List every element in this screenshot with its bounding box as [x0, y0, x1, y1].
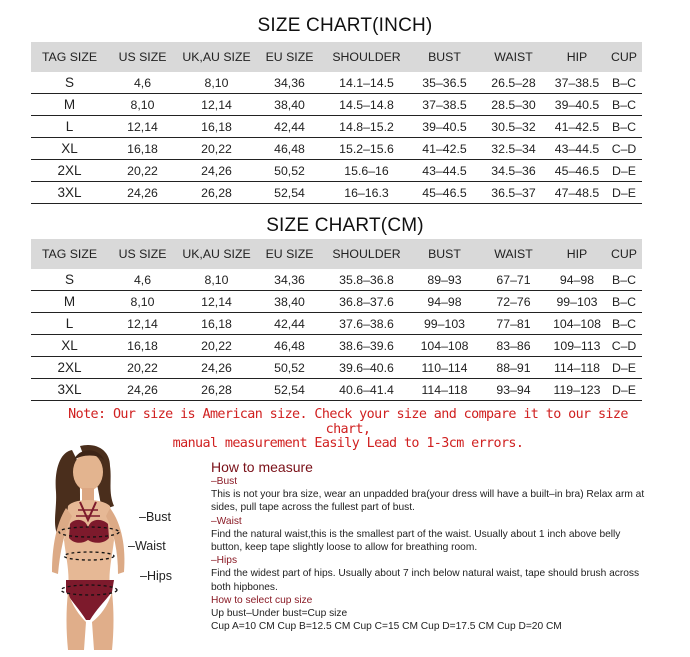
table-cell: 15.2–15.6 — [323, 138, 410, 160]
column-header: EU SIZE — [256, 42, 323, 72]
table-cell: 8,10 — [108, 94, 177, 116]
table-cell: 8,10 — [177, 72, 256, 94]
table-cell: 45–46.5 — [548, 160, 606, 182]
table-cell: 47–48.5 — [548, 182, 606, 204]
table-cell: 41–42.5 — [410, 138, 479, 160]
table-cell: 110–114 — [410, 357, 479, 379]
table-cell: 83–86 — [479, 335, 548, 357]
table-cell: 104–108 — [548, 313, 606, 335]
table-cell: 77–81 — [479, 313, 548, 335]
tag-size-cell: M — [31, 291, 108, 313]
table-row — [31, 94, 642, 116]
cm-chart-title: SIZE CHART(CM) — [266, 215, 424, 236]
table-row — [31, 379, 642, 401]
table-cell: 16,18 — [108, 335, 177, 357]
inch-size-table — [31, 42, 642, 204]
table-cell: 52,54 — [256, 379, 323, 401]
table-cell: 32.5–34 — [479, 138, 548, 160]
cup-formula: Up bust–Under bust=Cup size — [211, 608, 348, 620]
table-cell: 8,10 — [177, 269, 256, 291]
table-cell: 12,14 — [108, 313, 177, 335]
table-cell: 39.6–40.6 — [323, 357, 410, 379]
cup-heading: How to select cup size — [211, 594, 313, 606]
table-cell: 34,36 — [256, 269, 323, 291]
table-cell: B–C — [606, 313, 642, 335]
table-cell: 34.5–36 — [479, 160, 548, 182]
table-row — [31, 182, 642, 204]
table-cell: 20,22 — [108, 160, 177, 182]
size-note-line2: manual measurement Easily Lead to 1-3cm errors. — [172, 436, 524, 451]
tag-size-cell: M — [31, 94, 108, 116]
table-cell: D–E — [606, 357, 642, 379]
table-cell: 40.6–41.4 — [323, 379, 410, 401]
inch-chart-title: SIZE CHART(INCH) — [257, 15, 433, 36]
table-cell: D–E — [606, 379, 642, 401]
table-cell: D–E — [606, 160, 642, 182]
hips-heading: –Hips — [211, 555, 238, 567]
table-cell: 14.8–15.2 — [323, 116, 410, 138]
bust-text: This is not your bra size, wear an unpadded bra(your dress will have a built–in bra) Relax arm at sides, pull tape across the fullest part of bust. — [211, 489, 645, 514]
table-cell: 38,40 — [256, 94, 323, 116]
table-cell: B–C — [606, 116, 642, 138]
table-cell: 14.5–14.8 — [323, 94, 410, 116]
hips-label: –Hips — [140, 569, 172, 583]
table-cell: 39–40.5 — [548, 94, 606, 116]
bust-heading: –Bust — [211, 476, 238, 487]
table-cell: 26.5–28 — [479, 72, 548, 94]
table-row — [31, 160, 642, 182]
table-cell: 20,22 — [177, 138, 256, 160]
column-header: HIP — [548, 239, 606, 269]
table-cell: 119–123 — [548, 379, 606, 401]
column-header: UK,AU SIZE — [177, 42, 256, 72]
table-cell: 4,6 — [108, 269, 177, 291]
how-to-measure-section — [211, 459, 651, 633]
column-header: UK,AU SIZE — [177, 239, 256, 269]
table-cell: 12,14 — [177, 94, 256, 116]
column-header: WAIST — [479, 239, 548, 269]
table-cell: 16,18 — [177, 116, 256, 138]
table-cell: 89–93 — [410, 269, 479, 291]
table-cell: 35–36.5 — [410, 72, 479, 94]
table-cell: 45–46.5 — [410, 182, 479, 204]
table-cell: 16,18 — [177, 313, 256, 335]
bust-label: –Bust — [139, 510, 171, 524]
tag-size-cell: 3XL — [31, 379, 108, 401]
column-header: TAG SIZE — [31, 42, 108, 72]
how-to-measure-title: How to measure — [211, 459, 313, 475]
column-header: US SIZE — [108, 239, 177, 269]
table-cell: 20,22 — [108, 357, 177, 379]
tag-size-cell: S — [31, 72, 108, 94]
table-header-row — [31, 239, 642, 269]
table-cell: 94–98 — [410, 291, 479, 313]
table-cell: 37–38.5 — [410, 94, 479, 116]
table-row — [31, 72, 642, 94]
cup-values: Cup A=10 CM Cup B=12.5 CM Cup C=15 CM Cup D=17.5 CM Cup D=20 CM — [211, 621, 562, 633]
table-cell: 15.6–16 — [323, 160, 410, 182]
table-cell: 24,26 — [177, 357, 256, 379]
table-row — [31, 313, 642, 335]
cm-size-table — [31, 239, 642, 401]
table-cell: B–C — [606, 72, 642, 94]
table-cell: 99–103 — [410, 313, 479, 335]
table-cell: 99–103 — [548, 291, 606, 313]
table-cell: 94–98 — [548, 269, 606, 291]
tag-size-cell: 3XL — [31, 182, 108, 204]
table-cell: C–D — [606, 335, 642, 357]
table-cell: 28.5–30 — [479, 94, 548, 116]
column-header: EU SIZE — [256, 239, 323, 269]
tag-size-cell: 2XL — [31, 160, 108, 182]
column-header: HIP — [548, 42, 606, 72]
table-cell: 67–71 — [479, 269, 548, 291]
column-header: BUST — [410, 239, 479, 269]
table-cell: 114–118 — [548, 357, 606, 379]
table-cell: 38,40 — [256, 291, 323, 313]
table-cell: 46,48 — [256, 335, 323, 357]
table-cell: 38.6–39.6 — [323, 335, 410, 357]
table-row — [31, 357, 642, 379]
column-header: SHOULDER — [323, 42, 410, 72]
table-cell: 34,36 — [256, 72, 323, 94]
table-cell: 4,6 — [108, 72, 177, 94]
table-cell: 43–44.5 — [410, 160, 479, 182]
table-row — [31, 116, 642, 138]
size-note-line1: Note: Our size is American size. Check your size and compare it to our size chart, — [68, 407, 628, 437]
table-cell: 35.8–36.8 — [323, 269, 410, 291]
table-cell: 26,28 — [177, 182, 256, 204]
tag-size-cell: L — [31, 116, 108, 138]
table-cell: C–D — [606, 138, 642, 160]
table-cell: 16–16.3 — [323, 182, 410, 204]
column-header: CUP — [606, 239, 642, 269]
table-cell: 42,44 — [256, 116, 323, 138]
tag-size-cell: S — [31, 269, 108, 291]
tag-size-cell: XL — [31, 138, 108, 160]
table-cell: 37–38.5 — [548, 72, 606, 94]
table-cell: 109–113 — [548, 335, 606, 357]
table-cell: 93–94 — [479, 379, 548, 401]
table-cell: 24,26 — [108, 379, 177, 401]
table-cell: B–C — [606, 94, 642, 116]
table-cell: 42,44 — [256, 313, 323, 335]
table-cell: 41–42.5 — [548, 116, 606, 138]
table-cell: 104–108 — [410, 335, 479, 357]
table-cell: 36.5–37 — [479, 182, 548, 204]
table-row — [31, 335, 642, 357]
table-cell: 24,26 — [177, 160, 256, 182]
table-cell: 20,22 — [177, 335, 256, 357]
table-cell: 88–91 — [479, 357, 548, 379]
table-header-row — [31, 42, 642, 72]
column-header: TAG SIZE — [31, 239, 108, 269]
column-header: BUST — [410, 42, 479, 72]
table-cell: 12,14 — [177, 291, 256, 313]
table-cell: 36.8–37.6 — [323, 291, 410, 313]
tag-size-cell: XL — [31, 335, 108, 357]
tag-size-cell: L — [31, 313, 108, 335]
column-header: SHOULDER — [323, 239, 410, 269]
column-header: CUP — [606, 42, 642, 72]
table-row — [31, 138, 642, 160]
table-cell: 37.6–38.6 — [323, 313, 410, 335]
table-cell: B–C — [606, 291, 642, 313]
waist-label: –Waist — [128, 539, 166, 553]
table-cell: 114–118 — [410, 379, 479, 401]
table-cell: 39–40.5 — [410, 116, 479, 138]
tag-size-cell: 2XL — [31, 357, 108, 379]
table-cell: 26,28 — [177, 379, 256, 401]
table-cell: 16,18 — [108, 138, 177, 160]
table-cell: 8,10 — [108, 291, 177, 313]
table-cell: 50,52 — [256, 357, 323, 379]
table-row — [31, 291, 642, 313]
table-cell: 50,52 — [256, 160, 323, 182]
table-cell: D–E — [606, 182, 642, 204]
table-cell: 24,26 — [108, 182, 177, 204]
column-header: WAIST — [479, 42, 548, 72]
table-cell: 46,48 — [256, 138, 323, 160]
column-header: US SIZE — [108, 42, 177, 72]
table-cell: 14.1–14.5 — [323, 72, 410, 94]
waist-heading: –Waist — [211, 515, 242, 527]
waist-text: Find the natural waist,this is the smallest part of the waist. Usually about 1 inch above belly button, keep tape slightly loose to allow for breathing room. — [211, 528, 621, 554]
table-row — [31, 269, 642, 291]
table-cell: 72–76 — [479, 291, 548, 313]
table-cell: 12,14 — [108, 116, 177, 138]
hips-text: Find the widest part of hips. Usually about 7 inch below natural waist, tape should brush across both hipbones. — [211, 568, 640, 593]
table-cell: B–C — [606, 269, 642, 291]
table-cell: 43–44.5 — [548, 138, 606, 160]
table-cell: 52,54 — [256, 182, 323, 204]
table-cell: 30.5–32 — [479, 116, 548, 138]
